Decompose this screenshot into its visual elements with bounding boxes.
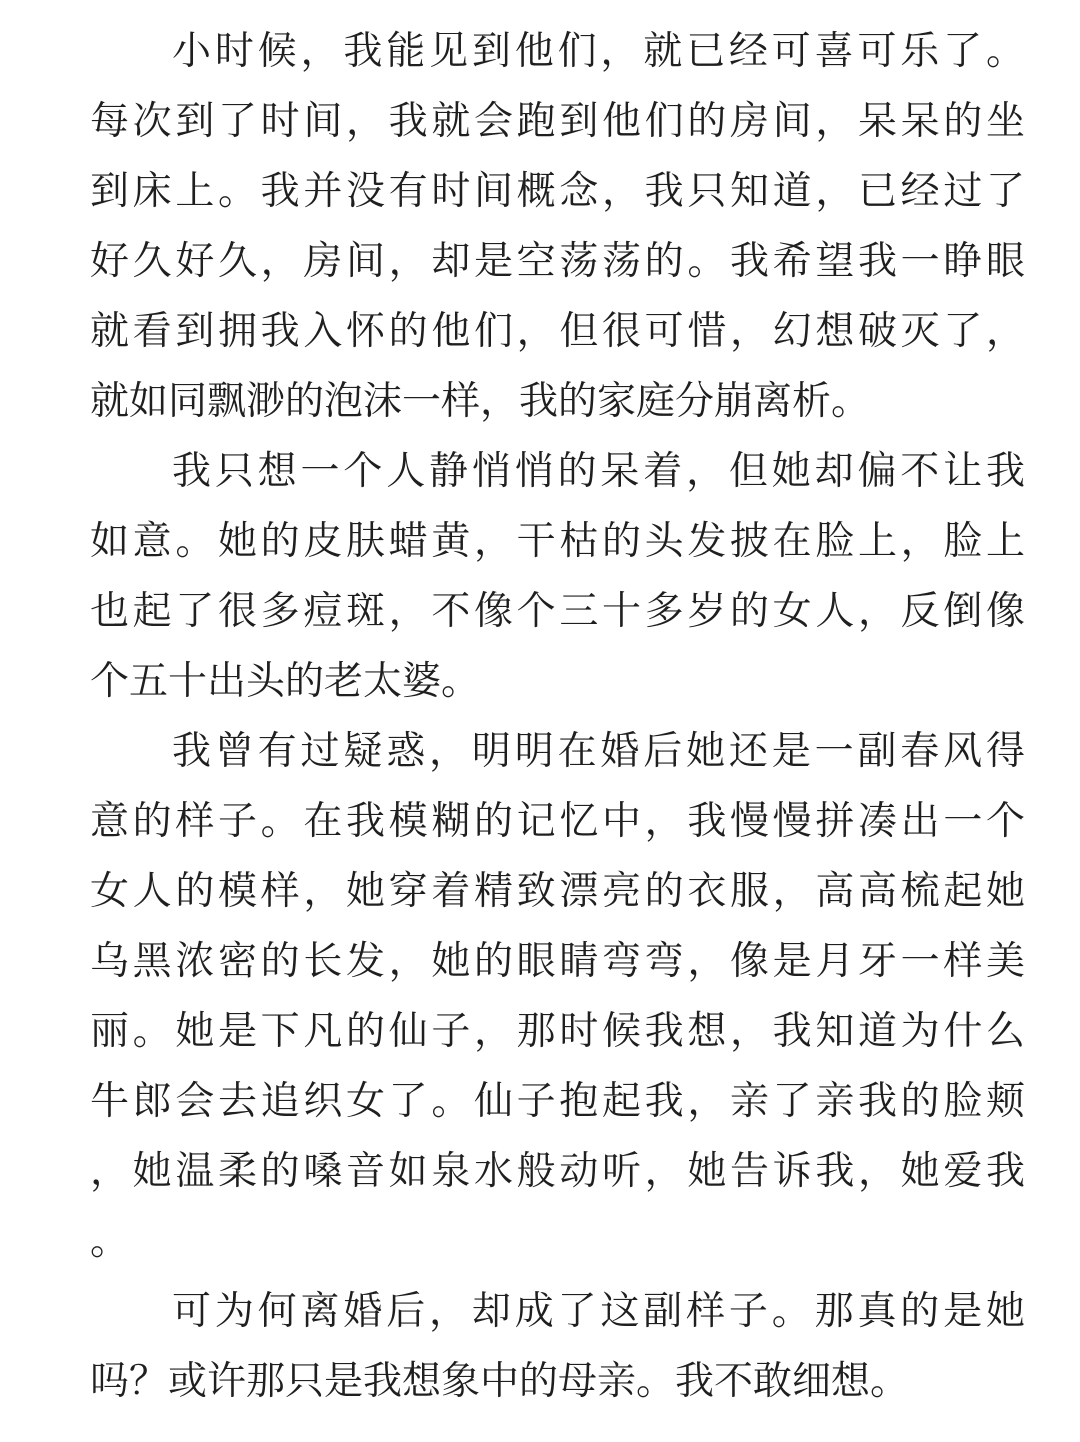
text-line-14: 乌黑浓密的长发，她的眼睛弯弯，像是月牙一样美 (90, 939, 1025, 984)
text-line-16: 牛郎会去追织女了。仙子抱起我，亲了亲我的脸颊 (90, 1079, 1025, 1124)
text-line-19: 可为何离婚后，却成了这副样子。那真的是她 (172, 1289, 1025, 1334)
text-line-17: ，她温柔的嗓音如泉水般动听，她告诉我，她爱我 (90, 1149, 1025, 1194)
text-line-8: 如意。她的皮肤蜡黄，干枯的头发披在脸上，脸上 (90, 519, 1025, 564)
text-line-7: 我只想一个人静悄悄的呆着，但她却偏不让我 (172, 449, 1025, 494)
text-line-12: 意的样子。在我模糊的记忆中，我慢慢拼凑出一个 (90, 799, 1025, 844)
text-line-10: 个五十出头的老太婆。 (90, 659, 481, 704)
text-line-15: 丽。她是下凡的仙子，那时候我想，我知道为什么 (90, 1009, 1025, 1054)
text-line-1: 小时候，我能见到他们，就已经可喜可乐了。 (172, 29, 1025, 74)
text-line-2: 每次到了时间，我就会跑到他们的房间，呆呆的坐 (90, 99, 1025, 144)
text-line-4: 好久好久，房间，却是空荡荡的。我希望我一睁眼 (90, 239, 1025, 284)
text-line-9: 也起了很多痘斑，不像个三十多岁的女人，反倒像 (90, 589, 1025, 634)
text-line-13: 女人的模样，她穿着精致漂亮的衣服，高高梳起她 (90, 869, 1025, 914)
text-line-20: 吗？或许那只是我想象中的母亲。我不敢细想。 (90, 1359, 910, 1404)
text-line-18: 。 (90, 1219, 130, 1264)
text-line-11: 我曾有过疑惑，明明在婚后她还是一副春风得 (172, 729, 1025, 774)
text-line-5: 就看到拥我入怀的他们，但很可惜，幻想破灭了， (90, 309, 1025, 354)
text-line-6: 就如同飘渺的泡沫一样，我的家庭分崩离析。 (90, 379, 871, 424)
text-line-3: 到床上。我并没有时间概念，我只知道，已经过了 (90, 169, 1025, 214)
